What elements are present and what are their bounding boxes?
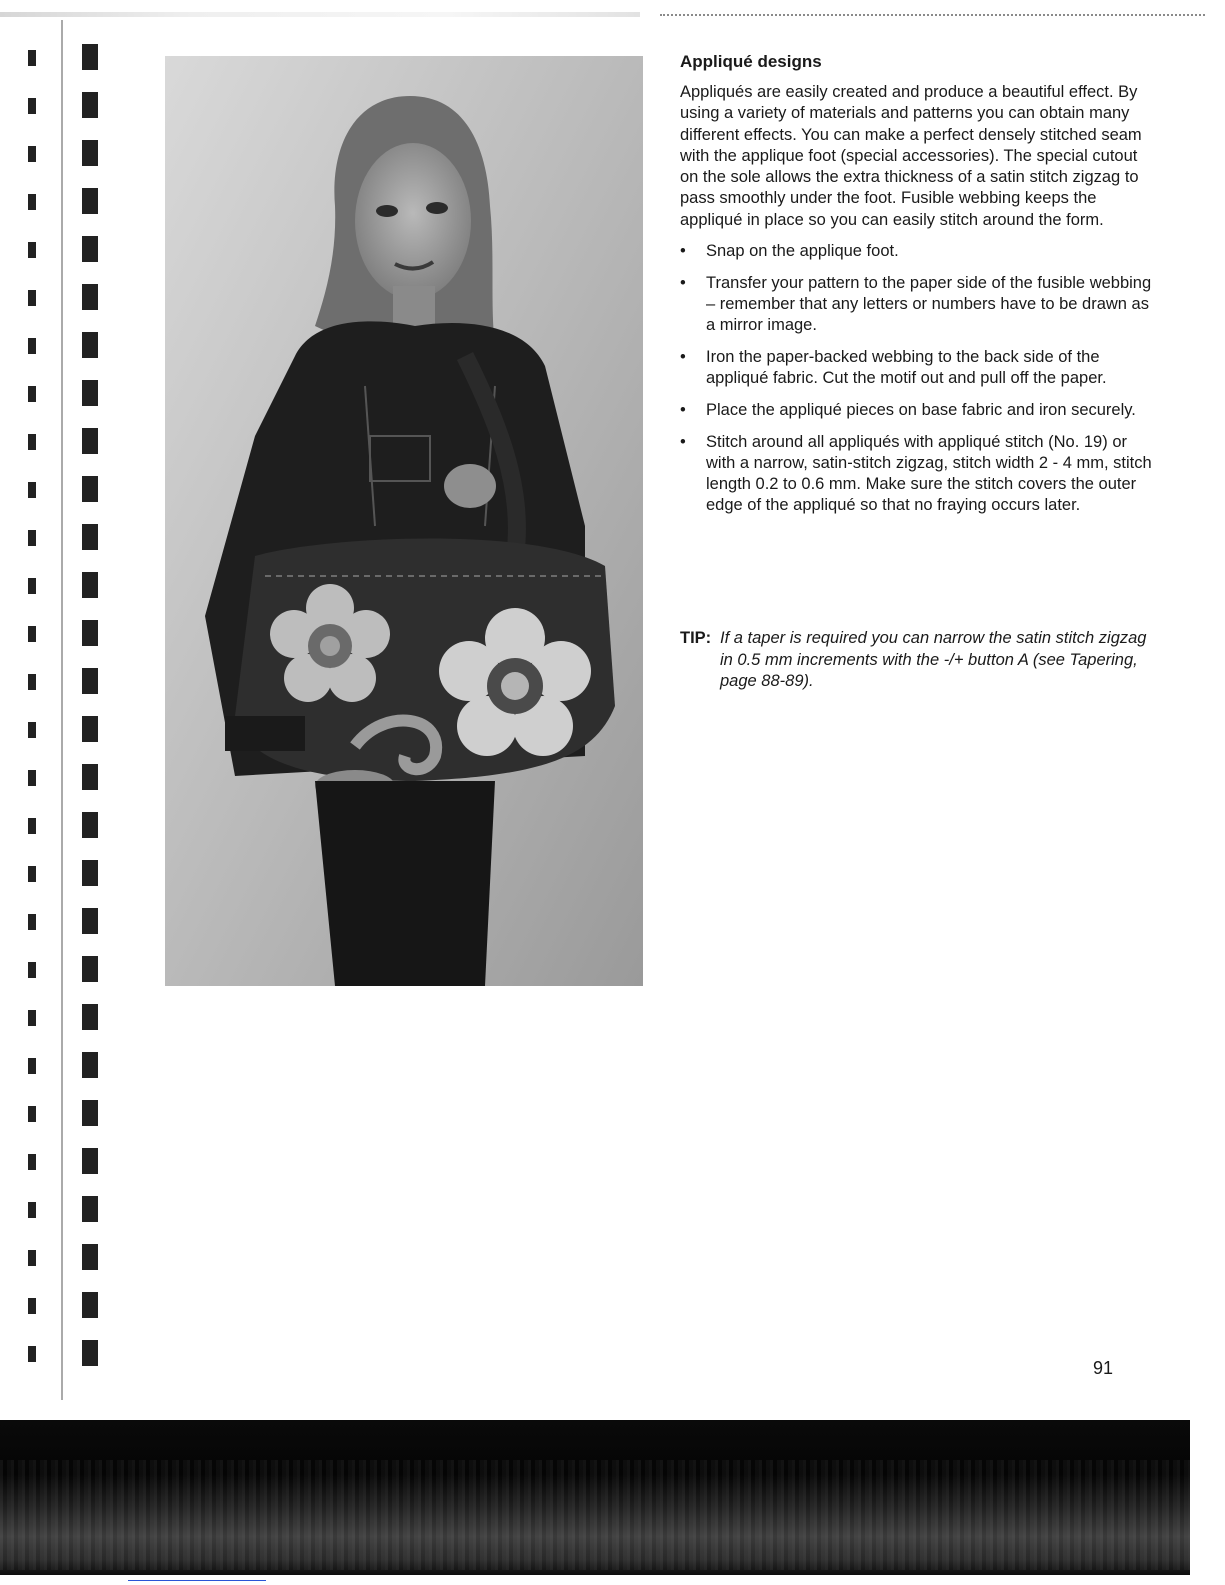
step-text: Transfer your pattern to the paper side of the fusible webbing – remember that any letters or numbers have to be drawn as a mirror image. (706, 274, 1152, 335)
applique-section (680, 52, 1160, 527)
bullet-icon: • (680, 274, 686, 293)
step-text: Snap on the applique foot. (706, 242, 899, 261)
step-text: Stitch around all appliqués with appliqué stitch (No. 19) or with a narrow, satin-stitch zigzag, stitch width 2 - 4 mm, stitch length 0.2 to 0.6 mm. Make sure the stitch covers the outer edge of the appliqué so that no fraying occurs later. (706, 433, 1152, 515)
photo-illustration (165, 56, 643, 986)
list-item (680, 347, 1160, 389)
scan-edge (1190, 1420, 1225, 1575)
intro-paragraph: Appliqués are easily created and produce a beautiful effect. By using a variety of materials and patterns you can obtain many different effects. You can make a perfect densely stitched seam with the applique foot (special accessories). The special cutout on the sole allows the extra thickness of a satin stitch zigzag to pass smoothly under the foot. Fusible webbing keeps the appliqué in place so you can easily stitch around the form. (680, 83, 1142, 229)
header-scan-strip (0, 12, 640, 17)
steps-list (680, 241, 1160, 516)
list-item (680, 273, 1160, 336)
bullet-icon: • (680, 433, 686, 452)
list-item (680, 241, 1160, 262)
spiral-binding-graphic (0, 20, 120, 1420)
page-number: 91 (1093, 1358, 1114, 1378)
header-rule (660, 14, 1205, 16)
applique-bag-photo (165, 56, 643, 986)
list-item (680, 432, 1160, 516)
spiral-binding (0, 20, 120, 1420)
scan-artifact-band (0, 1420, 1190, 1575)
bullet-icon: • (680, 242, 686, 261)
tip-note (680, 628, 1160, 693)
tip-label: TIP: (680, 629, 712, 647)
bottom-underline (128, 1580, 266, 1581)
tip-text: If a taper is required you can narrow the satin stitch zigzag in 0.5 mm increments with the -/+ button A (see Tapering, page 88-89). (720, 629, 1147, 690)
section-heading: Appliqué designs (680, 52, 822, 71)
step-text: Iron the paper-backed webbing to the back side of the appliqué fabric. Cut the motif out and pull off the paper. (706, 348, 1107, 388)
bullet-icon: • (680, 348, 686, 367)
step-text: Place the appliqué pieces on base fabric and iron securely. (706, 401, 1136, 420)
list-item (680, 400, 1160, 421)
bullet-icon: • (680, 401, 686, 420)
